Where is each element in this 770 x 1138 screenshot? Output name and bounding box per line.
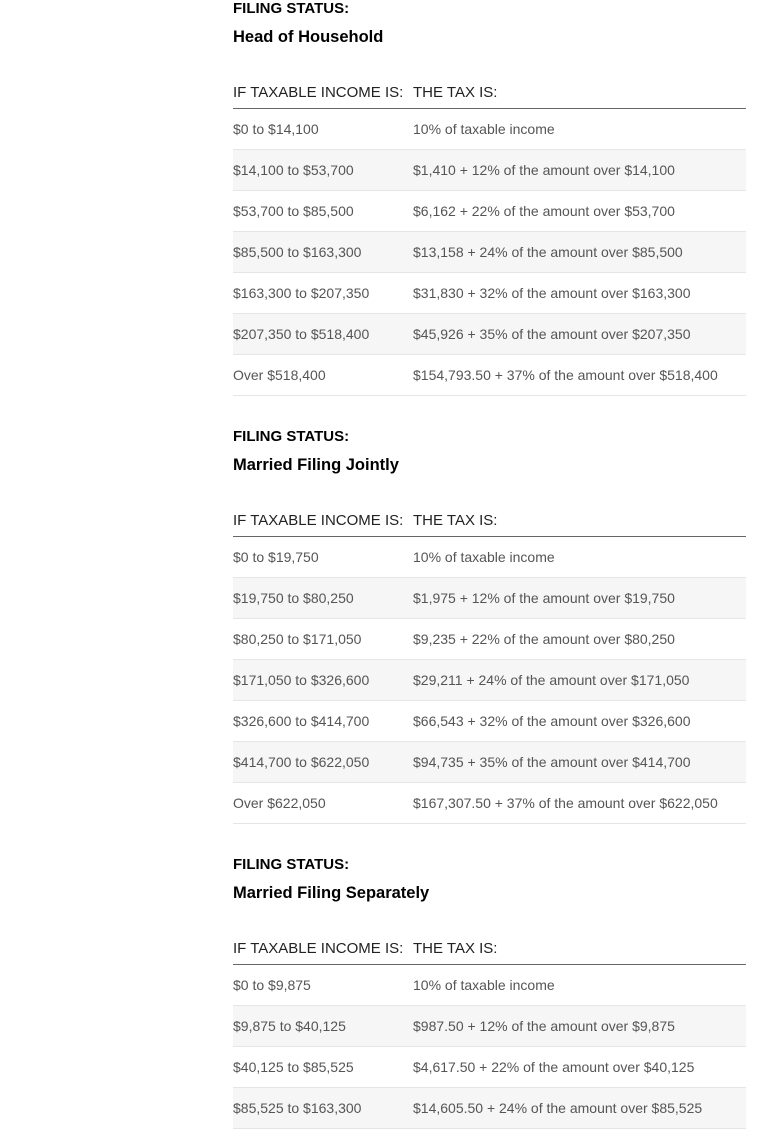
table-row: [233, 150, 746, 191]
income-range-cell: $40,125 to $85,525: [233, 1047, 413, 1088]
filing-status-section-head-of-household: [233, 0, 746, 396]
tax-amount-cell: $4,617.50 + 22% of the amount over $40,125: [413, 1047, 746, 1088]
income-column-header: IF TAXABLE INCOME IS:: [233, 84, 413, 109]
table-row: [233, 660, 746, 701]
filing-status-section-married-separately: [233, 856, 746, 1129]
table-row: [233, 314, 746, 355]
tax-column-header: THE TAX IS:: [413, 84, 746, 109]
income-range-cell: $19,750 to $80,250: [233, 578, 413, 619]
tax-amount-cell: $987.50 + 12% of the amount over $9,875: [413, 1006, 746, 1047]
table-header-row: [233, 84, 746, 109]
table-row: [233, 965, 746, 1006]
table-row: [233, 109, 746, 150]
tax-amount-cell: 10% of taxable income: [413, 965, 746, 1006]
table-header-row: [233, 512, 746, 537]
tax-amount-cell: $154,793.50 + 37% of the amount over $518,400: [413, 355, 746, 396]
filing-status-label: FILING STATUS:: [233, 856, 350, 873]
table-row: [233, 273, 746, 314]
income-range-cell: $14,100 to $53,700: [233, 150, 413, 191]
tax-column-header: THE TAX IS:: [413, 940, 746, 965]
filing-status-label: FILING STATUS:: [233, 0, 350, 17]
filing-status-section-married-jointly: [233, 428, 746, 824]
tax-amount-cell: $1,410 + 12% of the amount over $14,100: [413, 150, 746, 191]
table-row: [233, 701, 746, 742]
tax-column-header: THE TAX IS:: [413, 512, 746, 537]
tax-bracket-table: [233, 940, 746, 1129]
table-row: [233, 355, 746, 396]
table-header-row: [233, 940, 746, 965]
tax-amount-cell: 10% of taxable income: [413, 537, 746, 578]
income-range-cell: $326,600 to $414,700: [233, 701, 413, 742]
income-range-cell: $0 to $19,750: [233, 537, 413, 578]
tax-amount-cell: $29,211 + 24% of the amount over $171,050: [413, 660, 746, 701]
income-range-cell: $163,300 to $207,350: [233, 273, 413, 314]
filing-status-name: Head of Household: [233, 28, 384, 46]
tax-amount-cell: $9,235 + 22% of the amount over $80,250: [413, 619, 746, 660]
tax-amount-cell: $14,605.50 + 24% of the amount over $85,525: [413, 1088, 746, 1129]
filing-status-name: Married Filing Separately: [233, 884, 430, 902]
income-column-header: IF TAXABLE INCOME IS:: [233, 940, 413, 965]
tax-bracket-table: [233, 512, 746, 824]
income-range-cell: $80,250 to $171,050: [233, 619, 413, 660]
table-row: [233, 1088, 746, 1129]
income-range-cell: Over $622,050: [233, 783, 413, 824]
tax-amount-cell: $94,735 + 35% of the amount over $414,700: [413, 742, 746, 783]
income-range-cell: Over $518,400: [233, 355, 413, 396]
table-row: [233, 619, 746, 660]
table-row: [233, 742, 746, 783]
income-range-cell: $85,500 to $163,300: [233, 232, 413, 273]
tax-amount-cell: $6,162 + 22% of the amount over $53,700: [413, 191, 746, 232]
tax-amount-cell: 10% of taxable income: [413, 109, 746, 150]
income-range-cell: $207,350 to $518,400: [233, 314, 413, 355]
tax-amount-cell: $66,543 + 32% of the amount over $326,600: [413, 701, 746, 742]
table-row: [233, 1006, 746, 1047]
income-column-header: IF TAXABLE INCOME IS:: [233, 512, 413, 537]
table-row: [233, 1047, 746, 1088]
tax-amount-cell: $31,830 + 32% of the amount over $163,300: [413, 273, 746, 314]
income-range-cell: $9,875 to $40,125: [233, 1006, 413, 1047]
income-range-cell: $85,525 to $163,300: [233, 1088, 413, 1129]
filing-status-name: Married Filing Jointly: [233, 456, 399, 474]
income-range-cell: $0 to $14,100: [233, 109, 413, 150]
table-row: [233, 232, 746, 273]
tax-amount-cell: $167,307.50 + 37% of the amount over $622,050: [413, 783, 746, 824]
table-row: [233, 537, 746, 578]
filing-status-label: FILING STATUS:: [233, 428, 350, 445]
table-row: [233, 578, 746, 619]
tax-amount-cell: $45,926 + 35% of the amount over $207,350: [413, 314, 746, 355]
table-row: [233, 191, 746, 232]
tax-amount-cell: $1,975 + 12% of the amount over $19,750: [413, 578, 746, 619]
income-range-cell: $414,700 to $622,050: [233, 742, 413, 783]
income-range-cell: $0 to $9,875: [233, 965, 413, 1006]
income-range-cell: $171,050 to $326,600: [233, 660, 413, 701]
table-row: [233, 783, 746, 824]
tax-amount-cell: $13,158 + 24% of the amount over $85,500: [413, 232, 746, 273]
income-range-cell: $53,700 to $85,500: [233, 191, 413, 232]
tax-bracket-table: [233, 84, 746, 396]
